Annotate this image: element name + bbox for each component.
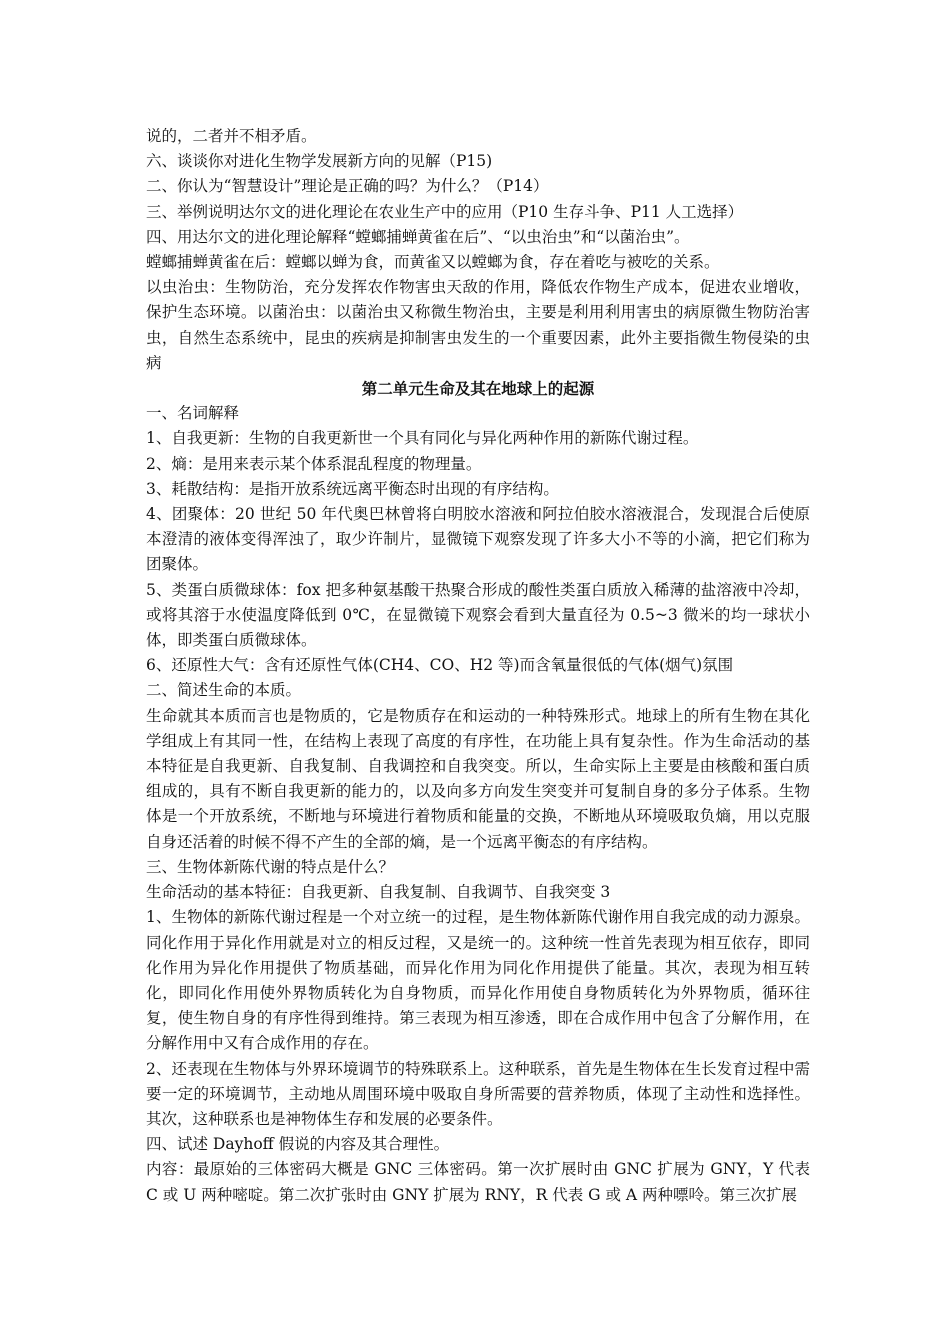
question-heading: 四、用达尔文的进化理论解释“螳螂捕蝉黄雀在后”、“以虫治虫”和“以菌治虫”。 xyxy=(146,227,690,246)
document-body xyxy=(146,124,810,1208)
paragraph: 1、生物体的新陈代谢过程是一个对立统一的过程，是生物体新陈代谢作用自我完成的动力源泉。同化作用于异化作用就是对立的相反过程，又是统一的。这种统一性首先表现为相互依存，即同化作用为异化作用提供了物质基础，而异化作用为同化作用提供了能量。其次，表现为相互转化，即同化作用使外界物质转化为自身物质，而异化作用使自身物质转化为外界物质，循环往复，使生物自身的有序性得到维持。第三表现为相互渗透，即在合成作用中包含了分解作用，在分解作用中又有合成作用的存在。 xyxy=(146,908,810,1053)
paragraph: 2、还表现在生物体与外界环境调节的特殊联系上。这种联系，首先是生物体在生长发育过程中需要一定的环境调节，主动地从周围环境中吸取自身所需要的营养物质，体现了主动性和选择性。其次，这种联系也是神物体生存和发展的必要条件。 xyxy=(146,1059,810,1128)
paragraph: 内容：最原始的三体密码大概是 GNC 三体密码。第一次扩展时由 GNC 扩展为 GNY，Y 代表 C 或 U 两种嘧啶。第二次扩张时由 GNY 扩展为 RNY，R 代表 G 或 A 两种嘌呤。第三次扩展 xyxy=(146,1160,810,1204)
question-heading: 二、简述生命的本质。 xyxy=(146,681,302,700)
question-heading: 三、举例说明达尔文的进化理论在农业生产中的应用（P10 生存斗争、P11 人工选择） xyxy=(146,202,744,221)
question-heading: 三、生物体新陈代谢的特点是什么？ xyxy=(146,857,395,876)
definition-item: 4、团聚体：20 世纪 50 年代奥巴林曾将白明胶水溶液和阿拉伯胶水溶液混合，发现混合后使原本澄清的液体变得浑浊了，取少许制片，显微镜下观察发现了许多大小不等的小滴，把它们称为团聚体。 xyxy=(146,505,810,574)
definition-item: 3、耗散结构：是指开放系统远离平衡态时出现的有序结构。 xyxy=(146,479,559,498)
question-heading: 六、谈谈你对进化生物学发展新方向的见解（P15) xyxy=(146,152,493,171)
question-heading: 四、试述 Dayhoff 假说的内容及其合理性。 xyxy=(146,1135,450,1154)
definition-item: 2、熵：是用来表示某个体系混乱程度的物理量。 xyxy=(146,454,482,473)
definition-item: 1、自我更新：生物的自我更新世一个具有同化与异化两种作用的新陈代谢过程。 xyxy=(146,429,699,448)
paragraph: 生命就其本质而言也是物质的，它是物质存在和运动的一种特殊形式。地球上的所有生物在其化学组成上有其同一性，在结构上表现了高度的有序性，在功能上具有复杂性。作为生命活动的基本特征是自我更新、自我复制、自我调控和自我突变。所以，生命实际上主要是由核酸和蛋白质组成的，具有不断自我更新的能力的，以及向多方向发生突变并可复制自身的多分子体系。生物体是一个开放系统，不断地与环境进行着物质和能量的交换，不断地从环境吸取负熵，用以克服自身还活着的时候不得不产生的全部的熵，是一个远离平衡态的有序结构。 xyxy=(146,706,810,851)
question-heading: 一、名词解释 xyxy=(146,404,240,423)
section-title: 第二单元生命及其在地球上的起源 xyxy=(361,379,595,399)
paragraph: 以虫治虫：生物防治，充分发挥农作物害虫天敌的作用，降低农作物生产成本，促进农业增收，保护生态环境。以菌治虫：以菌治虫又称微生物治虫，主要是利用利用害虫的病原微生物防治害虫，自然生态系统中，昆虫的疾病是抑制害虫发生的一个重要因素，此外主要指微生物侵染的虫病 xyxy=(146,278,810,372)
paragraph: 生命活动的基本特征：自我更新、自我复制、自我调节、自我突变 3 xyxy=(146,883,611,902)
question-heading: 二、你认为“智慧设计”理论是正确的吗？为什么？（P14） xyxy=(146,177,549,196)
paragraph: 说的，二者并不相矛盾。 xyxy=(146,127,317,145)
paragraph: 螳螂捕蝉黄雀在后：螳螂以蝉为食，而黄雀又以螳螂为食，存在着吃与被吃的关系。 xyxy=(146,253,720,272)
definition-item: 5、类蛋白质微球体：fox 把多种氨基酸干热聚合形成的酸性类蛋白质放入稀薄的盐溶液中冷却，或将其溶于水使温度降低到 0℃，在显微镜下观察会看到大量直径为 0.5~3 微米的均一球状小体，即类蛋白质微球体。 xyxy=(146,580,810,650)
definition-item: 6、还原性大气：含有还原性气体(CH4、CO、H2 等)而含氧量很低的气体(烟气)氛围 xyxy=(146,656,734,675)
